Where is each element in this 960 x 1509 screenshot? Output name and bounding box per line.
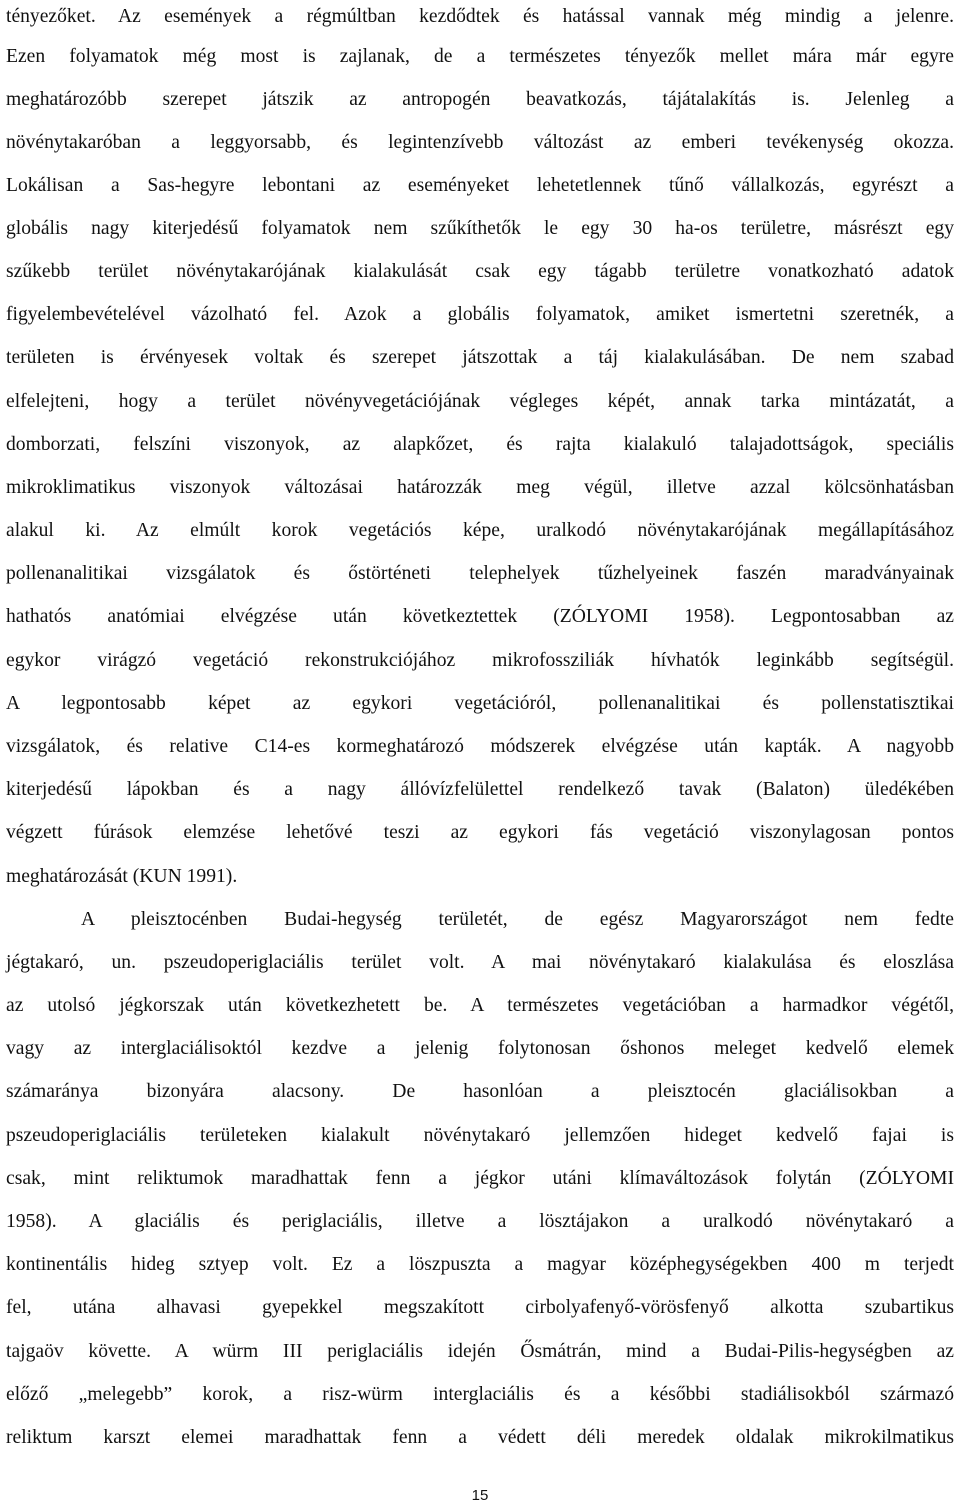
text-line: vagy az interglaciálisoktól kezdve a jelenig folytonosan őshonos meleget kedvelő elemek [6, 1038, 954, 1059]
text-line: pollenanalitikai vizsgálatok és őstörténeti telephelyek tűzhelyeinek faszén maradványainak [6, 563, 954, 584]
text-line: alakul ki. Az elmúlt korok vegetációs képe, uralkodó növénytakarójának megállapításához [6, 520, 954, 541]
text-line: végzett fúrások elemzése lehetővé teszi az egykori fás vegetáció viszonylagosan pontos [6, 822, 954, 843]
page-number: 15 [471, 1487, 489, 1504]
text-line: hathatós anatómiai elvégzése után következtettek (ZÓLYOMI 1958). Legpontosabban az [6, 606, 954, 627]
text-line: tényezőket. Az események a régmúltban kezdődtek és hatással vannak még mindig a jelenre. [6, 6, 954, 27]
text-line: csak, mint reliktumok maradhattak fenn a jégkor utáni klímaváltozások folytán (ZÓLYOMI [6, 1168, 954, 1189]
text-line: egykor virágzó vegetáció rekonstrukciójához mikrofossziliák hívhatók leginkább segítségül. [6, 650, 954, 671]
text-line: az utolsó jégkorszak után következhetett be. A természetes vegetációban a harmadkor végétől, [6, 995, 954, 1016]
text-line: reliktum karszt elemei maradhattak fenn a védett déli meredek oldalak mikrokilmatikus [6, 1427, 954, 1448]
text-line: A pleisztocénben Budai-hegység területét, de egész Magyarországot nem fedte [81, 909, 954, 930]
text-line: A legpontosabb képet az egykori vegetációról, pollenanalitikai és pollenstatisztikai [6, 693, 954, 714]
text-line: meghatározását (KUN 1991). [6, 866, 238, 887]
text-line: mikroklimatikus viszonyok változásai határozzák meg végül, illetve azzal kölcsönhatásban [6, 477, 954, 498]
text-line: figyelembevételével vázolható fel. Azok a globális folyamatok, amiket ismertetni szeretnék, a [6, 304, 954, 325]
text-line: fel, utána alhavasi gyepekkel megszakított cirbolyafenyő-vörösfenyő alkotta szubartikus [6, 1297, 954, 1318]
text-line: növénytakaróban a leggyorsabb, és legintenzívebb változást az emberi tevékenység okozza. [6, 132, 954, 153]
text-line: meghatározóbb szerepet játszik az antropogén beavatkozás, tájátalakítás is. Jelenleg a [6, 89, 954, 110]
text-line: Lokálisan a Sas-hegyre lebontani az eseményeket lehetetlennek tűnő vállalkozás, egyrészt a [6, 175, 954, 196]
text-line: domborzati, felszíni viszonyok, az alapkőzet, és rajta kialakuló talajadottságok, speciális [6, 434, 954, 455]
text-line: globális nagy kiterjedésű folyamatok nem szűkíthetők le egy 30 ha-os területre, másrészt egy [6, 218, 954, 239]
text-line: területen is érvényesek voltak és szerepet játszottak a táj kialakulásában. De nem szabad [6, 347, 954, 368]
text-line: tajgaöv követte. A würm III periglaciális idején Ősmátrán, mind a Budai-Pilis-hegységben az [6, 1341, 954, 1362]
text-line: számaránya bizonyára alacsony. De hasonlóan a pleisztocén glaciálisokban a [6, 1081, 954, 1102]
text-line: Ezen folyamatok még most is zajlanak, de a természetes tényezők mellet mára már egyre [6, 46, 954, 67]
text-line: kiterjedésű lápokban és a nagy állóvízfelülettel rendelkező tavak (Balaton) üledékében [6, 779, 954, 800]
text-line: kontinentális hideg sztyep volt. Ez a löszpuszta a magyar középhegységekben 400 m terjedt [6, 1254, 954, 1275]
text-line: előző „melegebb” korok, a risz-würm interglaciális és a későbbi stadiálisokból származó [6, 1384, 954, 1405]
text-line: jégtakaró, un. pszeudoperiglaciális terület volt. A mai növénytakaró kialakulása és eloszlása [6, 952, 954, 973]
text-line: vizsgálatok, és relative C14-es kormeghatározó módszerek elvégzése után kapták. A nagyobb [6, 736, 954, 757]
text-line: elfelejteni, hogy a terület növényvegetációjának végleges képét, annak tarka mintázatát, a [6, 391, 954, 412]
text-line: pszeudoperiglaciális területeken kialakult növénytakaró jellemzően hideget kedvelő fajai is [6, 1125, 954, 1146]
text-line: 1958). A glaciális és periglaciális, illetve a lösztájakon a uralkodó növénytakaró a [6, 1211, 954, 1232]
text-line: szűkebb terület növénytakarójának kialakulását csak egy tágabb területre vonatkozható adatok [6, 261, 954, 282]
